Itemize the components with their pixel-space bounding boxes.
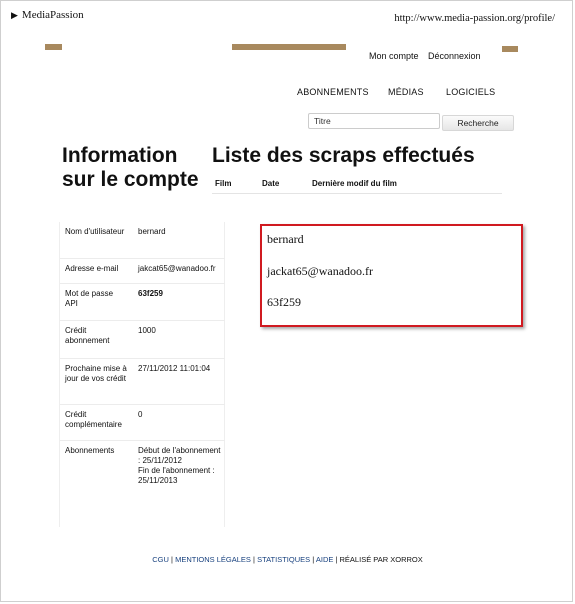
table-row [60,405,225,441]
table-row [60,359,225,405]
logout-link[interactable]: Déconnexion [428,51,481,61]
row-label: Mot de passe API [60,284,131,321]
highlight-password: 63f259 [267,295,301,309]
my-account-link[interactable]: Mon compte [369,51,419,61]
column-date: Date [262,179,280,188]
nav-media[interactable]: MÉDIAS [388,87,424,97]
row-label: Nom d'utilisateur [60,222,131,259]
row-label: Adresse e-mail [60,259,131,284]
footer-link-cgu[interactable]: CGU [152,555,169,564]
subscription-start: Début de l'abonnement : 25/11/2012 [138,446,221,465]
nav-subscriptions[interactable]: ABONNEMENTS [297,87,369,97]
column-film: Film [215,179,232,188]
footer-credit: RÉALISÉ PAR XORROX [339,555,423,564]
api-password-value: 63f259 [131,284,225,321]
table-row [60,321,225,359]
footer-separator: | [253,555,255,564]
table-row [60,222,225,259]
highlight-email: jackat65@wanadoo.fr [267,264,374,278]
footer [0,555,575,564]
extra-credit-value: 0 [131,405,225,441]
footer-separator: | [335,555,338,564]
footer-separator: | [312,555,315,564]
footer-link-stats[interactable]: STATISTIQUES [257,555,311,564]
table-row [60,284,225,321]
next-update-value: 27/11/2012 11:01:04 [131,359,225,405]
nav-software[interactable]: LOGICIELS [446,87,496,97]
scraps-list-title: Liste des scraps effectués [212,144,475,167]
url-text: http://www.media-passion.org/profile/ [394,13,555,24]
footer-link-help[interactable]: AIDE [315,555,334,564]
row-label: Prochaine mise à jour de vos crédit [60,359,131,405]
email-value: jakcat65@wanadoo.fr [131,259,225,284]
scraps-table-header [212,173,502,194]
tab-title-label: MediaPassion [21,9,84,21]
tab-title[interactable] [11,9,84,21]
subscriptions-value [131,441,225,507]
play-triangle-icon: ▶ [11,10,18,20]
row-label: Crédit abonnement [60,321,131,359]
subscription-credit-value: 1000 [131,321,225,359]
decorative-bar-left [45,44,62,50]
highlight-username: bernard [267,232,304,246]
account-info-title: Information sur le compte [62,144,199,191]
row-label: Crédit complémentaire [60,405,131,441]
row-label: Abonnements [65,446,115,455]
search-button[interactable]: Recherche [442,115,514,131]
search-input[interactable] [308,113,440,129]
highlight-box [260,224,523,327]
username-value: bernard [131,222,225,259]
decorative-bar-right [502,46,518,52]
subscription-end: Fin de l'abonnement : 25/11/2013 [138,466,215,485]
footer-link-legal[interactable]: MENTIONS LÉGALES [175,555,251,564]
account-info-table [60,222,225,506]
table-row [60,441,225,507]
table-row [60,259,225,284]
footer-separator: | [171,555,173,564]
column-last-modified: Dernière modif du film [312,179,397,188]
decorative-bar-center [232,44,346,50]
